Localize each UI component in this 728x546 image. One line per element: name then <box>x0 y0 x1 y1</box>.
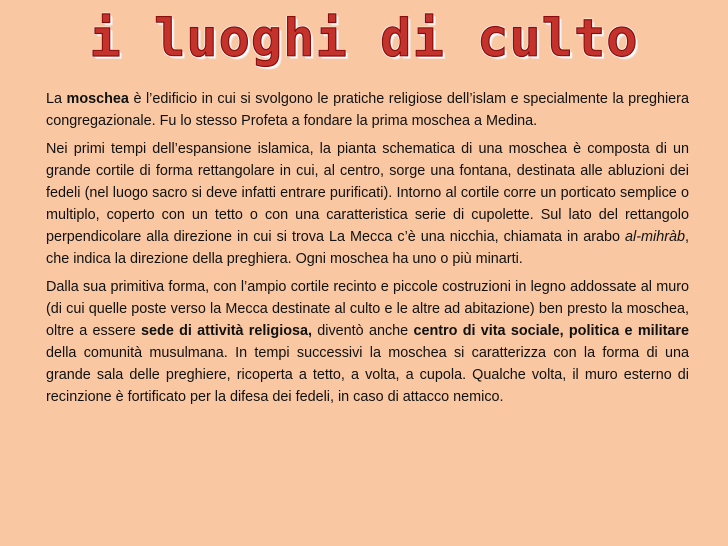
paragraph-evoluzione-moschea <box>46 276 689 408</box>
text-run: diventò anche <box>312 323 414 339</box>
text-run: è l’edificio in cui si svolgono le pratiche religiose dell’islam e specialmente la preghiera congregazionale. Fu lo stesso Profeta a fondare la prima moschea a Medina. <box>46 91 689 129</box>
paragraph-moschea-intro <box>46 88 689 132</box>
body-text <box>46 88 689 414</box>
bold-term-sede-religiosa: sede di attività religiosa, <box>141 323 312 339</box>
bold-term-moschea: moschea <box>66 91 129 107</box>
italic-term-mihrab: al-mihràb <box>625 229 685 245</box>
text-run: della comunità musulmana. In tempi successivi la moschea si caratterizza con la forma di una grande sala delle preghiere, ricoperta a tetto, a volta, a cupola. Qualche volta, il muro esterno di recinzione è fortificato per la difesa dei fedeli, in caso di attacco nemico. <box>46 345 689 405</box>
text-run: Nei primi tempi dell’espansione islamica, la pianta schematica di una moschea è composta di un grande cortile di forma rettangolare in cui, al centro, sorge una fontana, destinata alle abluzioni dei fedeli (nel luogo sacro si deve infatti entrare purificati). Intorno al cortile corre un porticato semplice o multiplo, coperto con un tetto o con una caratteristica serie di cupolette. Sul lato del rettangolo perpendicolare alla direzione in cui si trova La Mecca c’è una nicchia, chiamata in arabo <box>46 141 689 245</box>
text-run: Dalla sua primitiva forma, con l’ampio cortile recinto e piccole costruzioni in legno addossate al muro (di cui quelle poste verso la Mecca destinate al culto e le altre ad abitazione) ben presto la moschea, oltre a essere <box>46 279 689 339</box>
page-title: i luoghi di culto <box>89 9 639 69</box>
bold-term-centro-vita: centro di vita sociale, politica e militare <box>413 323 690 339</box>
text-run: , che indica la direzione della preghiera. Ogni moschea ha uno o più minarti. <box>46 229 689 267</box>
text-run: La <box>46 91 67 107</box>
paragraph-pianta-moschea <box>46 138 689 270</box>
